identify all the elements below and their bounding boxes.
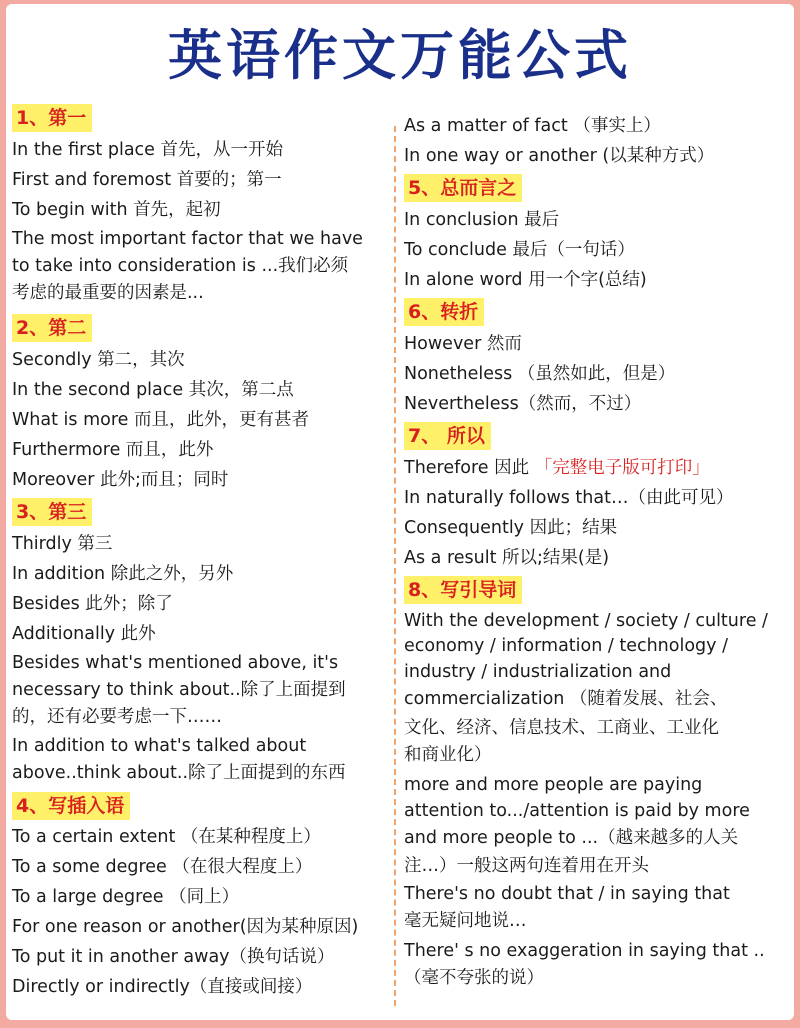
phrase-line: 考虑的最重要的因素是...	[12, 283, 204, 303]
phrase-line: As a result 所以;结果(是)	[404, 548, 610, 568]
phrase-line: What is more 而且，此外，更有甚者	[12, 410, 309, 430]
phrase-line: necessary to think about..除了上面提到	[12, 680, 346, 700]
phrase-line: Consequently 因此；结果	[404, 518, 618, 538]
phrase-line: Directly or indirectly（直接或间接）	[12, 977, 313, 997]
phrase-line: To a large degree （同上）	[12, 887, 240, 907]
phrase-line: For one reason or another(因为某种原因)	[12, 917, 359, 937]
section-heading-4: 4、写插入语	[12, 792, 130, 820]
phrase-line: attention to.../attention is paid by more	[404, 801, 750, 821]
section-heading-1: 1、第一	[12, 104, 92, 132]
phrase-line: industry / industrialization and	[404, 662, 672, 682]
phrase-line: 和商业化）	[404, 745, 492, 765]
phrase-line: To a certain extent （在某种程度上）	[12, 827, 321, 847]
phrase-text: Therefore 因此	[404, 458, 535, 478]
phrase-line: commercialization （随着发展、社会、	[404, 689, 728, 709]
phrase-line: Additionally 此外	[12, 624, 156, 644]
poster-card	[6, 4, 794, 1020]
phrase-line: The most important factor that we have	[12, 229, 363, 249]
phrase-line: Furthermore 而且，此外	[12, 440, 214, 460]
phrase-line: to take into consideration is ...我们必须	[12, 256, 349, 276]
phrase-line: First and foremost 首要的；第一	[12, 170, 282, 190]
phrase-line: There's no doubt that / in saying that	[404, 884, 730, 904]
phrase-line: Besides what's mentioned above, it's	[12, 653, 339, 673]
phrase-line: more and more people are paying	[404, 775, 703, 795]
phrase-line: To put it in another away（换句话说）	[12, 947, 335, 967]
column-divider	[394, 126, 396, 1006]
phrase-line: To conclude 最后（一句话）	[404, 240, 635, 260]
phrase-line: and more people to ...（越来越多的人关	[404, 828, 739, 848]
phrase-line: Nevertheless（然而，不过）	[404, 394, 642, 414]
phrase-line: In alone word 用一个字(总结)	[404, 270, 647, 290]
phrase-line: With the development / society / culture /	[404, 611, 768, 631]
section-heading-5: 5、总而言之	[404, 174, 522, 202]
phrase-line: 注…）一般这两句连着用在开头	[404, 856, 649, 876]
phrase-line: In the second place 其次，第二点	[12, 380, 294, 400]
phrase-line: （毫不夸张的说）	[404, 968, 544, 988]
section-heading-7: 7、 所以	[404, 422, 491, 450]
section-heading-6: 6、转折	[404, 298, 484, 326]
phrase-line: In the first place 首先，从一开始	[12, 140, 284, 160]
phrase-line: 的，还有必要考虑一下……	[12, 707, 222, 727]
page-title: 英语作文万能公式	[168, 24, 632, 87]
printable-note: 「完整电子版可打印」	[534, 458, 710, 478]
phrase-line: Besides 此外；除了	[12, 594, 173, 614]
section-heading-8: 8、写引导词	[404, 576, 522, 604]
phrase-line: Thirdly 第三	[12, 534, 113, 554]
phrase-line: 毫无疑问地说…	[404, 911, 527, 931]
phrase-line: However 然而	[404, 334, 522, 354]
phrase-line: above..think about..除了上面提到的东西	[12, 763, 346, 783]
phrase-line: To begin with 首先，起初	[12, 200, 221, 220]
section-heading-3: 3、第三	[12, 498, 92, 526]
phrase-line: In conclusion 最后	[404, 210, 560, 230]
phrase-line: In one way or another (以某种方式）	[404, 146, 715, 166]
phrase-line: Nonetheless （虽然如此，但是）	[404, 364, 676, 384]
phrase-line: Secondly 第二，其次	[12, 350, 185, 370]
phrase-line: As a matter of fact （事实上）	[404, 116, 661, 136]
phrase-line: There' s no exaggeration in saying that ..	[404, 941, 765, 961]
section-heading-2: 2、第二	[12, 314, 92, 342]
phrase-line: economy / information / technology /	[404, 636, 728, 656]
phrase-line-therefore	[404, 453, 710, 483]
phrase-line: In naturally follows that…（由此可见）	[404, 488, 734, 508]
phrase-line: In addition to what's talked about	[12, 736, 307, 756]
phrase-line: 文化、经济、信息技术、工商业、工业化	[404, 718, 719, 738]
phrase-line: Moreover 此外;而且；同时	[12, 470, 229, 490]
phrase-line: In addition 除此之外，另外	[12, 564, 234, 584]
phrase-line: To a some degree （在很大程度上）	[12, 857, 313, 877]
